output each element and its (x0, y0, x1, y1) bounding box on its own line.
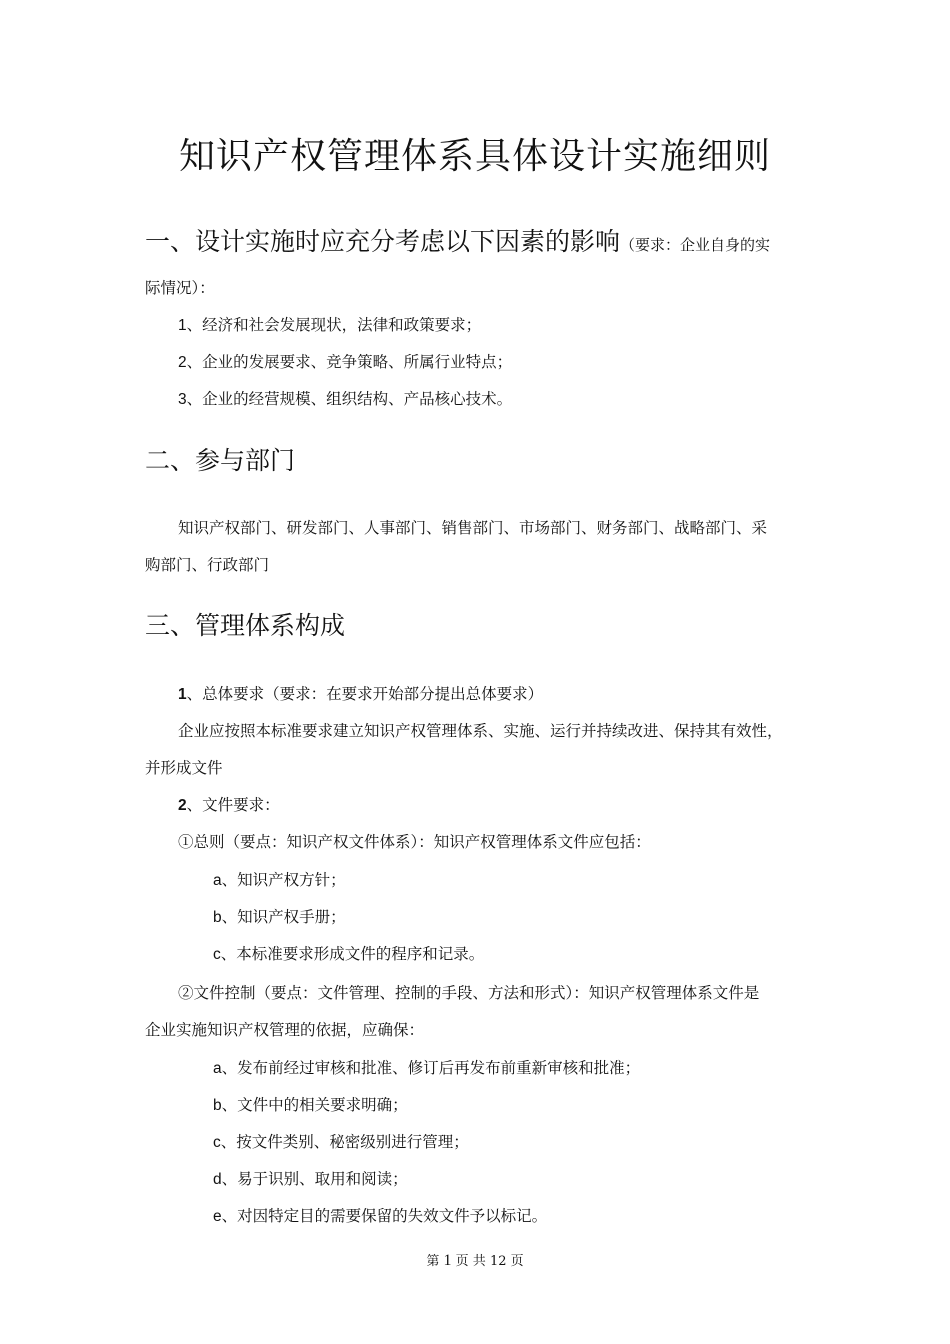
item-text: 、本标准要求形成文件的程序和记录。 (220, 945, 485, 963)
item-text: 、文件中的相关要求明确； (221, 1096, 408, 1114)
item-text: 、文件要求： (186, 796, 280, 814)
total-pages: 12 (489, 1254, 507, 1269)
section3-item-2 (178, 794, 280, 817)
item-text: 、知识产权手册； (221, 908, 346, 926)
item-letter: a (213, 872, 222, 889)
item-number: 1 (178, 317, 187, 334)
control-item-b (213, 1094, 408, 1117)
section1-item-1 (178, 314, 481, 337)
current-page-number: 1 (443, 1252, 452, 1269)
section1-note-start: （要求：企业自身的实 (620, 236, 771, 254)
footer-prefix: 第 (426, 1254, 440, 1269)
control-item-e (213, 1205, 547, 1228)
control-item-a (213, 1057, 640, 1080)
section1-item-2 (178, 351, 512, 374)
section1-heading: 一、设计实施时应充分考虑以下因素的影响 (145, 227, 621, 256)
item-text: 、经济和社会发展现状，法律和政策要求； (186, 316, 482, 334)
footer-suffix: 页 (510, 1254, 524, 1269)
item-text: 、发布前经过审核和批准、修订后再发布前重新审核和批准； (221, 1059, 641, 1077)
section1-note-end: 际情况）： (145, 279, 215, 297)
footer-middle: 页 共 (455, 1254, 486, 1269)
item-letter: a (213, 1060, 222, 1077)
item-text: 、知识产权方针； (221, 871, 346, 889)
general-item-b (213, 906, 346, 929)
item-letter: c (213, 946, 221, 963)
item-letter: b (213, 1097, 222, 1114)
item-letter: e (213, 1208, 222, 1225)
section3-heading: 三、管理体系构成 (145, 611, 346, 640)
section1-heading-line (145, 222, 770, 258)
general-rule: ①总则（要点：知识产权文件体系）：知识产权管理体系文件应包括： (178, 833, 651, 851)
general-item-c (213, 943, 484, 966)
item-text: 、对因特定目的需要保留的失效文件予以标记。 (221, 1207, 548, 1225)
item-number: 1 (178, 686, 187, 703)
section3-item-1 (178, 683, 543, 706)
item-letter: d (213, 1171, 222, 1188)
item-text: 、企业的经营规模、组织结构、产品核心技术。 (186, 390, 513, 408)
item-number: 3 (178, 391, 187, 408)
control-item-c (213, 1131, 469, 1154)
item-text: 、企业的发展要求、竞争策略、所属行业特点； (186, 353, 513, 371)
document-title: 知识产权管理体系具体设计实施细则 (178, 136, 771, 177)
section3-para-1-line-1: 企业应按照本标准要求建立知识产权管理体系、实施、运行并持续改进、保持其有效性， (178, 722, 783, 740)
page-footer (0, 1250, 950, 1270)
section2-line-2: 购部门、行政部门 (145, 556, 270, 574)
item-text: 、总体要求（要求：在要求开始部分提出总体要求） (186, 685, 544, 703)
section1-item-3 (178, 388, 512, 411)
document-control-line-2: 企业实施知识产权管理的依据，应确保： (145, 1021, 425, 1039)
item-number: 2 (178, 797, 187, 814)
item-letter: c (213, 1134, 221, 1151)
general-item-a (213, 869, 346, 892)
item-number: 2 (178, 354, 187, 371)
item-letter: b (213, 909, 222, 926)
section2-heading: 二、参与部门 (145, 446, 296, 475)
document-control-line-1: ②文件控制（要点：文件管理、控制的手段、方法和形式）：知识产权管理体系文件是 (178, 984, 760, 1002)
item-text: 、按文件类别、秘密级别进行管理； (220, 1133, 469, 1151)
section3-para-1-line-2: 并形成文件 (145, 759, 223, 777)
item-text: 、易于识别、取用和阅读； (221, 1170, 408, 1188)
control-item-d (213, 1168, 408, 1191)
section2-line-1: 知识产权部门、研发部门、人事部门、销售部门、市场部门、财务部门、战略部门、采 (178, 519, 768, 537)
